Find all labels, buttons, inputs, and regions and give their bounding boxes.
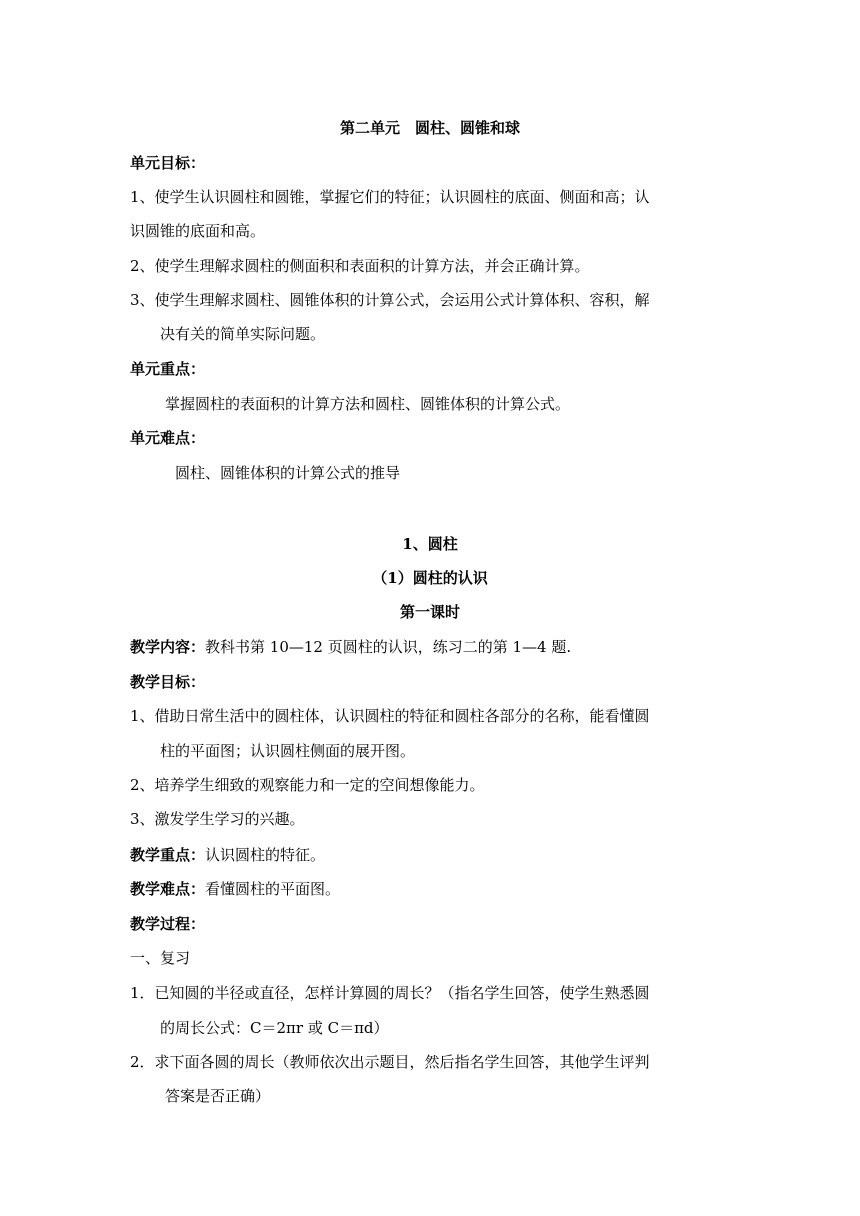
teaching-content-label: 教学内容： xyxy=(130,638,206,656)
unit-key-text: 掌握圆柱的表面积的计算方法和圆柱、圆锥体积的计算公式。 xyxy=(165,395,571,413)
process-question-2-line-2: 答案是否正确） xyxy=(165,1087,271,1105)
teaching-difficulty xyxy=(130,879,740,899)
section-title: 1、圆柱 xyxy=(402,535,458,553)
unit-goals-heading: 单元目标： xyxy=(130,154,206,172)
teaching-goal-1-line-2: 柱的平面图；认识圆柱侧面的展开图。 xyxy=(160,742,416,760)
teaching-goals-heading: 教学目标： xyxy=(130,673,206,691)
lesson-title: 第一课时 xyxy=(399,603,460,621)
teaching-goal-3: 3、激发学生学习的兴趣。 xyxy=(130,810,305,828)
process-question-2-line-1: 2．求下面各圆的周长（教师依次出示题目，然后指名学生回答，其他学生评判 xyxy=(130,1053,650,1071)
teaching-key xyxy=(130,845,740,865)
unit-difficulty-heading: 单元难点： xyxy=(130,429,206,447)
teaching-key-text: 认识圆柱的特征。 xyxy=(205,846,326,864)
unit-goal-1-line-1: 1、使学生认识圆柱和圆锥，掌握它们的特征；认识圆柱的底面、侧面和高；认 xyxy=(130,188,650,206)
unit-goal-1-line-2: 识圆锥的底面和高。 xyxy=(130,222,266,240)
process-question-1-line-1: 1．已知圆的半径或直径，怎样计算圆的周长？（指名学生回答，使学生熟悉圆 xyxy=(130,984,650,1002)
unit-key-heading: 单元重点： xyxy=(130,360,206,378)
teaching-key-label: 教学重点： xyxy=(130,846,206,864)
unit-goal-2: 2、使学生理解求圆柱的侧面积和表面积的计算方法，并会正确计算。 xyxy=(130,257,590,275)
teaching-content-text: 教科书第 10—12 页圆柱的认识，练习二的第 1—4 题. xyxy=(205,638,572,656)
process-question-1-line-2: 的周长公式：C＝2πr 或 C＝πd） xyxy=(160,1019,389,1037)
unit-goal-3-line-2: 决有关的简单实际问题。 xyxy=(160,325,326,343)
teaching-process-heading: 教学过程： xyxy=(130,915,206,933)
unit-difficulty-text: 圆柱、圆锥体积的计算公式的推导 xyxy=(175,464,401,482)
teaching-content xyxy=(130,637,740,657)
teaching-goal-2: 2、培养学生细致的观察能力和一定的空间想像能力。 xyxy=(130,776,485,794)
subsection-title: （1）圆柱的认识 xyxy=(372,569,488,587)
teaching-difficulty-label: 教学难点： xyxy=(130,880,206,898)
teaching-goal-1-line-1: 1、借助日常生活中的圆柱体，认识圆柱的特征和圆柱各部分的名称，能看懂圆 xyxy=(130,707,650,725)
unit-title: 第二单元 圆柱、圆锥和球 xyxy=(339,119,520,137)
unit-goal-3-line-1: 3、使学生理解求圆柱、圆锥体积的计算公式，会运用公式计算体积、容积，解 xyxy=(130,291,650,309)
teaching-difficulty-text: 看懂圆柱的平面图。 xyxy=(205,880,341,898)
process-step-1: 一、复习 xyxy=(130,949,191,967)
